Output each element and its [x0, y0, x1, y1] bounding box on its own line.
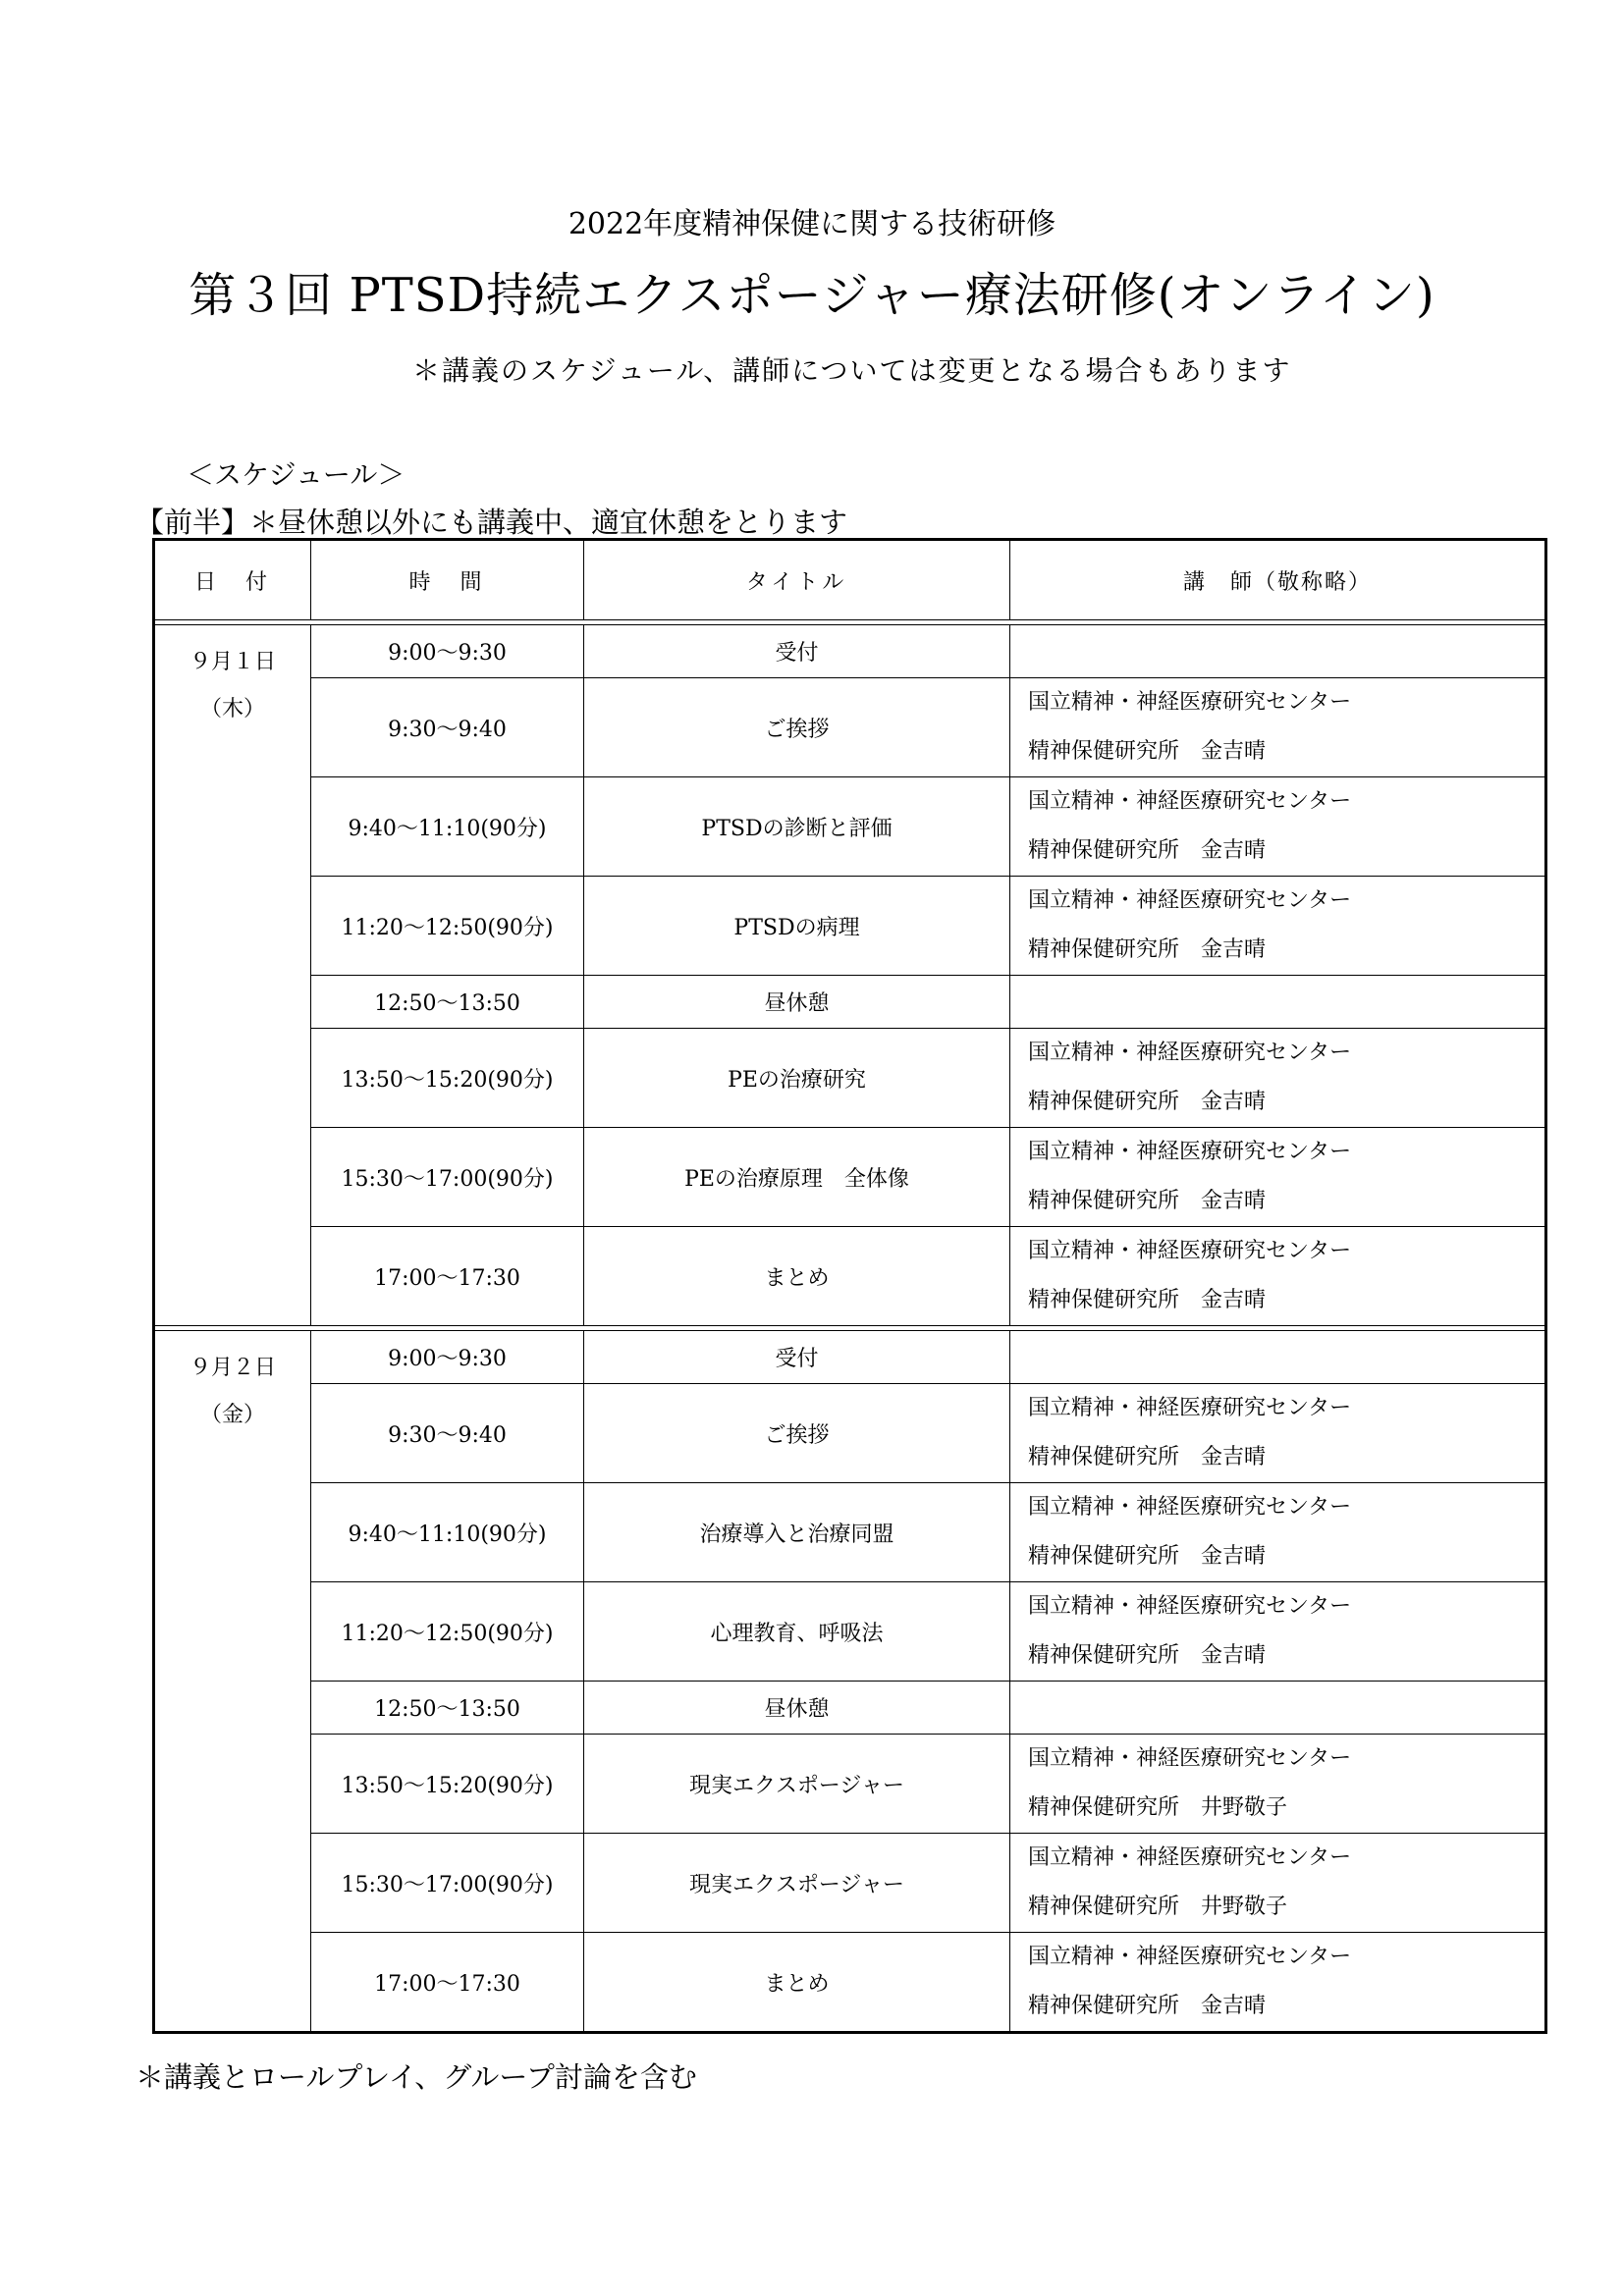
time-cell: 9:00～9:30 — [311, 625, 584, 678]
lecturer-name: 精神保健研究所 金吉晴 — [1028, 1445, 1267, 1469]
title-cell: 昼休憩 — [584, 1682, 1010, 1735]
time-cell: 17:00～17:30 — [311, 1933, 584, 2033]
table-row — [154, 678, 1546, 777]
lecturer-org: 国立精神・神経医療研究センター — [1028, 1746, 1352, 1771]
lecturer-name: 精神保健研究所 井野敬子 — [1028, 1795, 1288, 1820]
time-cell: 9:30～9:40 — [311, 678, 584, 777]
lecturer-name: 精神保健研究所 金吉晴 — [1028, 937, 1267, 962]
lecturer-org: 国立精神・神経医療研究センター — [1028, 1239, 1352, 1263]
table-row — [154, 1735, 1546, 1834]
time-cell: 11:20～12:50(90分) — [311, 877, 584, 976]
time-cell: 11:20～12:50(90分) — [311, 1582, 584, 1682]
lecturer-cell — [1010, 1483, 1546, 1582]
time-cell: 17:00～17:30 — [311, 1227, 584, 1326]
lecturer-cell — [1010, 976, 1546, 1029]
title-cell: ご挨拶 — [584, 1384, 1010, 1483]
table-row — [154, 877, 1546, 976]
lecturer-org: 国立精神・神経医療研究センター — [1028, 1041, 1352, 1065]
title-cell: 治療導入と治療同盟 — [584, 1483, 1010, 1582]
lecturer-cell — [1010, 1735, 1546, 1834]
title-cell: 現実エクスポージャー — [584, 1735, 1010, 1834]
date-text: ９月２日 — [189, 1356, 276, 1380]
table-row — [154, 1933, 1546, 2033]
lecturer-name: 精神保健研究所 金吉晴 — [1028, 838, 1267, 863]
date-cell — [154, 625, 311, 1326]
footer-note: ＊講義とロールプレイ、グループ討論を含む — [135, 2060, 697, 2094]
title-cell: まとめ — [584, 1933, 1010, 2033]
time-cell: 9:00～9:30 — [311, 1331, 584, 1384]
lecturer-cell — [1010, 1227, 1546, 1326]
time-cell: 9:30～9:40 — [311, 1384, 584, 1483]
lecturer-name: 精神保健研究所 金吉晴 — [1028, 1544, 1267, 1569]
lecturer-cell — [1010, 1128, 1546, 1227]
lecturer-org: 国立精神・神経医療研究センター — [1028, 1396, 1352, 1420]
lecturer-cell — [1010, 625, 1546, 678]
table-row — [154, 625, 1546, 678]
title-cell: PEの治療研究 — [584, 1029, 1010, 1128]
time-cell: 12:50～13:50 — [311, 976, 584, 1029]
table-row — [154, 1483, 1546, 1582]
table-row — [154, 1331, 1546, 1384]
lecturer-org: 国立精神・神経医療研究センター — [1028, 1594, 1352, 1619]
time-cell: 15:30～17:00(90分) — [311, 1834, 584, 1933]
lecturer-org: 国立精神・神経医療研究センター — [1028, 1945, 1352, 1969]
column-header-title: タイトル — [584, 540, 1010, 620]
lecturer-org: 国立精神・神経医療研究センター — [1028, 690, 1352, 715]
time-cell: 15:30～17:00(90分) — [311, 1128, 584, 1227]
title-cell: PEの治療原理 全体像 — [584, 1128, 1010, 1227]
table-row — [154, 976, 1546, 1029]
weekday-text: （金） — [199, 1403, 265, 1427]
lecturer-org: 国立精神・神経医療研究センター — [1028, 1845, 1352, 1870]
time-cell: 9:40～11:10(90分) — [311, 1483, 584, 1582]
lecturer-name: 精神保健研究所 金吉晴 — [1028, 1994, 1267, 2018]
time-cell: 13:50～15:20(90分) — [311, 1029, 584, 1128]
title-cell: 現実エクスポージャー — [584, 1834, 1010, 1933]
title-cell: ご挨拶 — [584, 678, 1010, 777]
lecturer-org: 国立精神・神経医療研究センター — [1028, 1140, 1352, 1164]
lecturer-cell — [1010, 1331, 1546, 1384]
title-cell: 受付 — [584, 625, 1010, 678]
table-row — [154, 1582, 1546, 1682]
column-header-time: 時 間 — [311, 540, 584, 620]
title-cell: PTSDの診断と評価 — [584, 777, 1010, 877]
lecturer-cell — [1010, 777, 1546, 877]
table-row — [154, 1227, 1546, 1326]
document-title: 第３回 PTSD持続エクスポージャー療法研修(オンライン) — [189, 268, 1435, 323]
title-cell: PTSDの病理 — [584, 877, 1010, 976]
document-subtitle: 2022年度精神保健に関する技術研修 — [568, 207, 1056, 241]
lecturer-name: 精神保健研究所 金吉晴 — [1028, 1643, 1267, 1668]
lecturer-org: 国立精神・神経医療研究センター — [1028, 1495, 1352, 1520]
lecturer-name: 精神保健研究所 金吉晴 — [1028, 739, 1267, 764]
column-header-lecturer: 講 師（敬称略） — [1010, 540, 1546, 620]
lecturer-name: 精神保健研究所 金吉晴 — [1028, 1189, 1267, 1213]
lecturer-cell — [1010, 1682, 1546, 1735]
time-cell: 12:50～13:50 — [311, 1682, 584, 1735]
lecturer-cell — [1010, 1029, 1546, 1128]
lecturer-cell — [1010, 1384, 1546, 1483]
lecturer-cell — [1010, 1582, 1546, 1682]
lecturer-name: 精神保健研究所 井野敬子 — [1028, 1895, 1288, 1919]
table-row — [154, 1029, 1546, 1128]
lecturer-cell — [1010, 877, 1546, 976]
lecturer-cell — [1010, 678, 1546, 777]
table-header-row — [154, 540, 1546, 620]
schedule-label: ＜スケジュール＞ — [187, 458, 406, 491]
schedule-table — [152, 538, 1547, 2034]
table-row — [154, 1384, 1546, 1483]
lecturer-org: 国立精神・神経医療研究センター — [1028, 789, 1352, 814]
table-row — [154, 777, 1546, 877]
lecturer-name: 精神保健研究所 金吉晴 — [1028, 1288, 1267, 1312]
date-cell — [154, 1331, 311, 2033]
title-cell: まとめ — [584, 1227, 1010, 1326]
table-row — [154, 1834, 1546, 1933]
time-cell: 9:40～11:10(90分) — [311, 777, 584, 877]
title-cell: 受付 — [584, 1331, 1010, 1384]
weekday-text: （木） — [199, 697, 265, 721]
table-row — [154, 1128, 1546, 1227]
title-cell: 昼休憩 — [584, 976, 1010, 1029]
schedule-change-note: ＊講義のスケジュール、講師については変更となる場合もあります — [412, 354, 1292, 387]
table-row — [154, 1682, 1546, 1735]
lecturer-name: 精神保健研究所 金吉晴 — [1028, 1090, 1267, 1114]
lecturer-org: 国立精神・神経医療研究センター — [1028, 888, 1352, 913]
lecturer-cell — [1010, 1933, 1546, 2033]
date-text: ９月１日 — [189, 650, 276, 674]
column-header-date: 日 付 — [154, 540, 311, 620]
first-half-label: 【前半】＊昼休憩以外にも講義中、適宜休憩をとります — [135, 506, 848, 539]
time-cell: 13:50～15:20(90分) — [311, 1735, 584, 1834]
title-cell: 心理教育、呼吸法 — [584, 1582, 1010, 1682]
lecturer-cell — [1010, 1834, 1546, 1933]
